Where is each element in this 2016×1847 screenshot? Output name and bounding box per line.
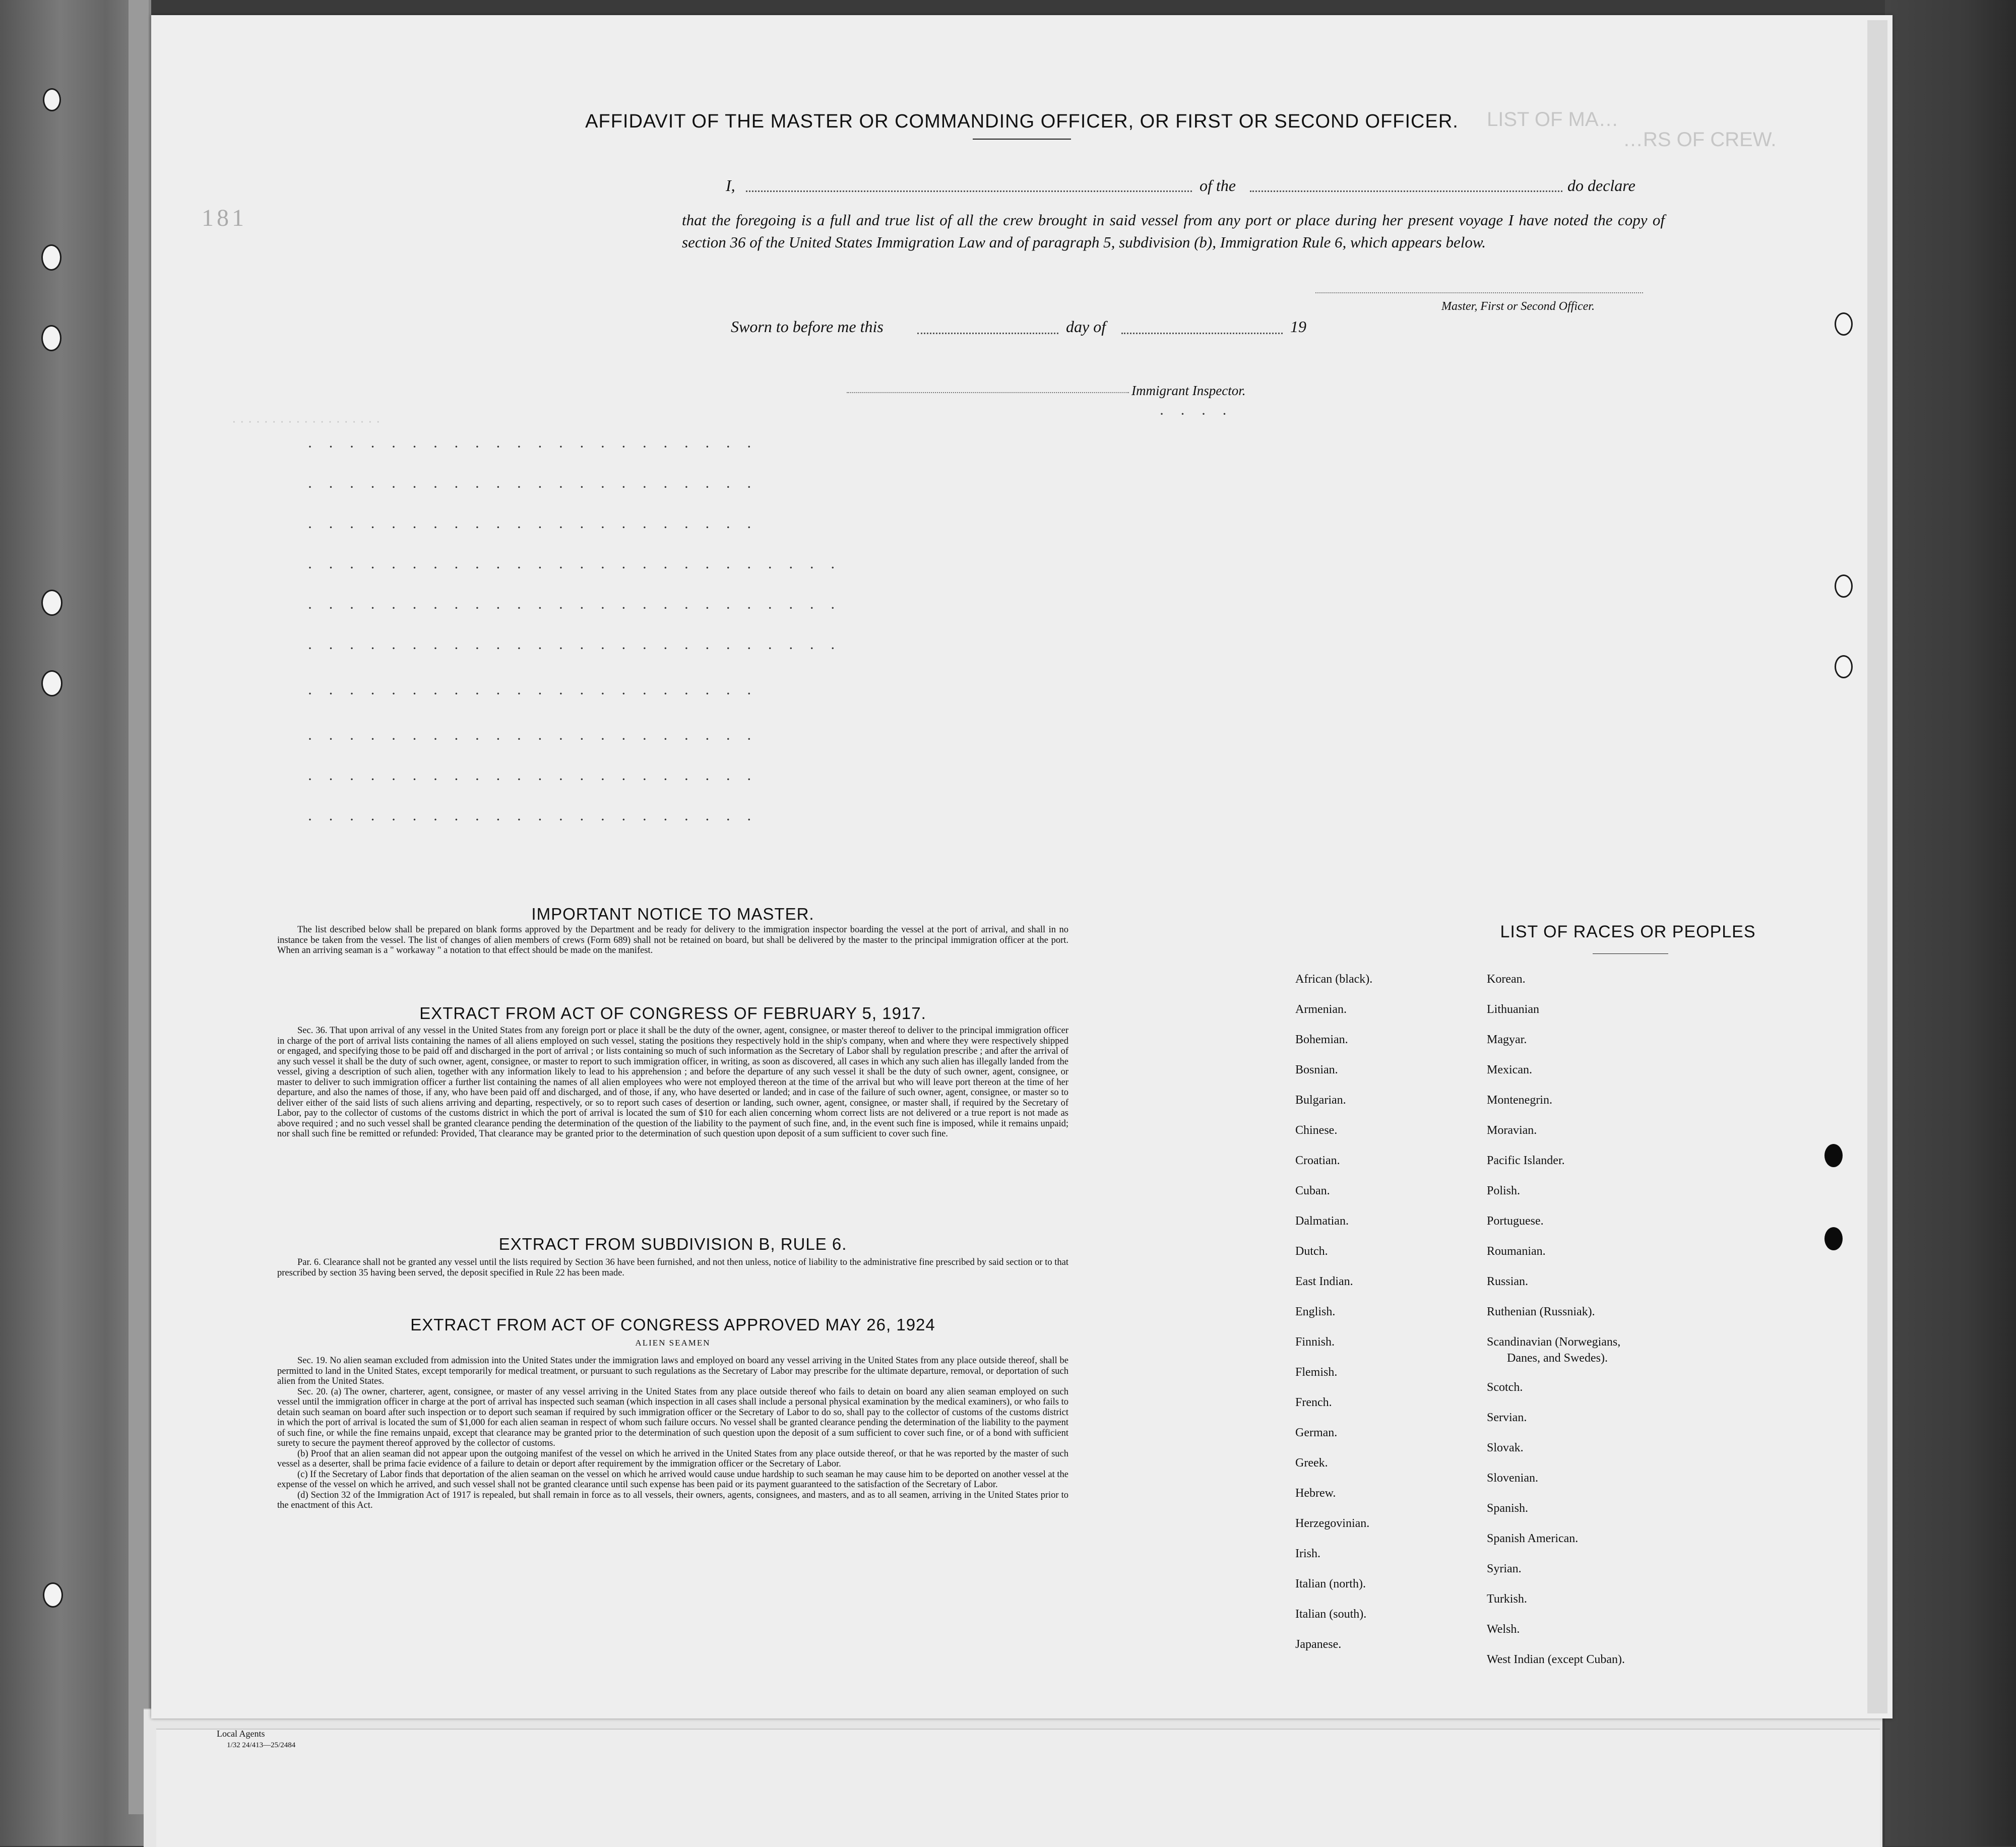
race-item: Japanese. [1295, 1638, 1342, 1651]
binder-hole [41, 325, 61, 351]
race-item: Armenian. [1295, 1003, 1347, 1016]
race-item: Ruthenian (Russniak). [1487, 1305, 1595, 1318]
extract-1917-paragraph: Sec. 36. That upon arrival of any vessel in the United States from any foreign port or place it shall be the duty of the owner, agent, consignee, or master thereof to deliver to the principal immigration officer in charge of the port of arrival lists containing the names of all aliens employed on such vessel, stating the positions they respectively hold in the ship's company, when and where they were respectively shipped or engaged, and specifying those to be paid off and discharged in the port of arrival ; or lists containing so much of such information as the Secretary of Labor shall by regulation prescribe ; and after the arrival of any such vessel it shall be the duty of such owner, agent, consignee, or master to report to such immigration officer, in writing, as soon as discovered, all cases in which any such alien has illegally landed from the vessel, giving a description of such alien, together with any information likely to lead to his apprehension ; and before the departure of any such vessel it shall be the duty of such owner, agent, consignee, or master to deliver to such immigration officer a further list containing the names of all alien employees who were not employed thereon at the time of the arrival but who will leave port thereon at the time of her departure, and also the names of those, if any, who have been paid off and discharged, and of those, if any, who have deserted or landed; and in case of the failure of such owner, agent, consignee, or master so to deliver either of the said lists of such aliens arriving and departing, respectively, or so to report such cases of desertion or landing, such owner, agent, consignee, or master shall, if required by the Secretary of Labor, pay to the collector of customs of the customs district in which the port of arrival is located the sum of $10 for each alien concerning whom correct lists are not delivered or a true report is not made as above required ; and no such vessel shall be granted clearance pending the determination of the question of the liability to the payment of such fine, and, in the event such fine is imposed, while it remains unpaid; nor shall such fine be remitted or refunded: Provided, That clearance may be granted prior to the determination of such question upon deposit of a sum sufficient to cover such fine. [277, 1026, 1068, 1139]
binder-hole [1824, 1144, 1843, 1167]
race-item: English. [1295, 1305, 1336, 1318]
inspector-blank [847, 392, 1129, 393]
race-item: Portuguese. [1487, 1215, 1544, 1228]
race-item: West Indian (except Cuban). [1487, 1653, 1625, 1666]
race-item: Moravian. [1487, 1124, 1537, 1137]
race-item: German. [1295, 1426, 1338, 1439]
extract-1917-title: EXTRACT FROM ACT OF CONGRESS OF FEBRUARY 5, 1917. [419, 1004, 926, 1023]
notice-body [277, 925, 1068, 956]
extract-1924-para5: (d) Section 32 of the Immigration Act of 1917 is repealed, but shall remain in force as to all vessels, their owners, agents, consignees, and masters, and as to all seamen, arriving in the United States prior to the enactment of this Act. [277, 1490, 1068, 1510]
binder-hole [43, 1582, 63, 1608]
race-item: Bohemian. [1295, 1033, 1348, 1046]
binder-hole [1835, 655, 1853, 678]
race-item: French. [1295, 1396, 1332, 1409]
race-item: Korean. [1487, 973, 1526, 986]
ghost-text: …RS OF CREW. [1623, 129, 1777, 151]
race-item: Mexican. [1487, 1063, 1532, 1076]
ghost-text: · · · · · · · · · · · · · · · · · · · [232, 413, 381, 428]
race-item: Herzegovinian. [1295, 1517, 1370, 1530]
race-item: Cuban. [1295, 1184, 1330, 1197]
binder-hole [41, 590, 62, 616]
binder-hole [1835, 575, 1853, 598]
extract-rule6-body [277, 1257, 1068, 1278]
binder-hole [1824, 1227, 1843, 1250]
race-item: Croatian. [1295, 1154, 1340, 1167]
race-item: Italian (north). [1295, 1577, 1366, 1590]
race-item: Turkish. [1487, 1593, 1527, 1606]
dots-row: · · · · · · · · · · · · · · · · · · · · · · [307, 438, 758, 455]
race-item: Danes, and Swedes). [1507, 1352, 1608, 1365]
races-title-underline [1593, 953, 1668, 954]
document-page [151, 15, 1893, 1749]
binder-hole [41, 670, 62, 696]
race-item: Hebrew. [1295, 1487, 1336, 1500]
sworn-day-blank [917, 333, 1058, 334]
race-item: Finnish. [1295, 1335, 1335, 1349]
affidavit-i: I, [726, 176, 735, 195]
binder-right-edge [1885, 0, 2016, 1846]
race-item: Roumanian. [1487, 1245, 1546, 1258]
race-item: Servian. [1487, 1411, 1527, 1424]
name-blank [746, 190, 1192, 192]
extract-1924-subtitle: ALIEN SEAMEN [635, 1338, 711, 1348]
dots-row: · · · · · · · · · · · · · · · · · · · · · · [307, 731, 758, 747]
affidavit-title: AFFIDAVIT OF THE MASTER OR COMMANDING OFFICER, OR FIRST OR SECOND OFFICER. [585, 111, 1459, 132]
extract-1924-para1: Sec. 19. No alien seaman excluded from admission into the United States under the immigration laws and employed on board any vessel arriving in the United States from any place outside thereof, shall be permitted to land in the United States, except temporarily for medical treatment, or pursuant to such regulations as the Secretary of Labor may prescribe for the ultimate departure, removal, or deportation of such alien from the United States. [277, 1356, 1068, 1386]
dots-row: · · · · · · · · · · · · · · · · · · · · · · [307, 685, 758, 702]
page-edge [1867, 20, 1887, 1713]
race-item: Dutch. [1295, 1245, 1328, 1258]
race-item: Scandinavian (Norwegians, [1487, 1335, 1621, 1349]
extract-1917-body [277, 1026, 1068, 1139]
footer-line-1: Local Agents [217, 1729, 265, 1739]
race-item: Slovak. [1487, 1441, 1524, 1454]
binder-strip [129, 0, 149, 1814]
race-item: Dalmatian. [1295, 1215, 1349, 1228]
race-item: Magyar. [1487, 1033, 1527, 1046]
dots-row: · · · · · · · · · · · · · · · · · · · · · · · · · · [307, 559, 842, 576]
dots-row: · · · · · · · · · · · · · · · · · · · · · · [307, 479, 758, 495]
ghost-text: LIST OF MA… [1487, 108, 1619, 131]
extract-rule6-paragraph: Par. 6. Clearance shall not be granted any vessel until the lists required by Section 36 have been furnished, and not then unless, notice of liability to the administrative fine prescribed by said section or to that prescribed by section 35 having been served, the deposit specified in Rule 22 has been made. [277, 1257, 1068, 1278]
affidavit-paragraph: that the foregoing is a full and true list of all the crew brought in said vessel from any port or place during her present voyage I have noted the copy of section 36 of the United States Immigration Law and of paragraph 5, subdivision (b), Immigration Rule 6, which appears below. [682, 211, 1665, 251]
margin-number: 181 [202, 205, 247, 231]
extract-1924-para2: Sec. 20. (a) The owner, charterer, agent, consignee, or master of any vessel arriving in the United States from any place outside thereof who fails to detain on board any alien seaman employed on such vessel until the immigration officer in charge at the port of arrival has inspected such seaman (which inspection in all cases shall include a personal physical examination by the medical examiners), or who fails to detain such seaman on board after such inspection or to deport such seaman if required by such immigration officer or the Secretary of Labor to do so, shall pay to the collector of customs of the customs district in which the port of arrival is located the sum of $1,000 for each alien seaman in respect of whom such failure occurs. No vessel shall be granted clearance pending the determination of the liability to the payment of such fine, or while the fine remains unpaid, except that clearance may be granted prior to the determination of such question upon the deposit of a sum sufficient to cover such fine, or of a bond with sufficient surety to secure the payment thereof approved by the collector of customs. [277, 1386, 1068, 1448]
vessel-blank [1250, 190, 1562, 192]
footer-line-2: 1/32 24/413—25/2484 [227, 1741, 296, 1749]
extract-rule6-title: EXTRACT FROM SUBDIVISION B, RULE 6. [498, 1235, 847, 1253]
notice-paragraph: The list described below shall be prepared on blank forms approved by the Department and be ready for delivery to the immigration inspector boarding the vessel at the port of arrival, and shall in no instance be taken from the vessel. The list of changes of alien members of crews (Form 689) shall not be retained on board, but shall be delivered by the master to the principal immigration officer at the port. When an arriving seaman is a " workaway " a notation to that effect should be made on the manifest. [277, 925, 1068, 956]
inspector-label: Immigrant Inspector. [1131, 383, 1246, 398]
race-item: Spanish. [1487, 1502, 1529, 1515]
race-item: Lithuanian [1487, 1003, 1539, 1016]
day-of-label: day of [1066, 317, 1106, 336]
affidavit-declare: do declare [1567, 176, 1635, 195]
dots-row: · · · · · · · · · · · · · · · · · · · · · · [307, 519, 758, 536]
notice-title: IMPORTANT NOTICE TO MASTER. [531, 905, 814, 923]
binder-hole [43, 88, 61, 111]
race-item: East Indian. [1295, 1275, 1353, 1288]
underlying-sheet-2 [156, 1729, 1880, 1847]
binder-hole [41, 244, 61, 271]
dots-row: · · · · · · · · · · · · · · · · · · · · · · · · · · [307, 640, 842, 657]
race-item: Welsh. [1487, 1623, 1520, 1636]
dots-row: · · · · · · · · · · · · · · · · · · · · · · [307, 811, 758, 828]
race-item: Spanish American. [1487, 1532, 1579, 1545]
race-item: African (black). [1295, 973, 1373, 986]
race-item: Italian (south). [1295, 1608, 1367, 1621]
race-item: Bosnian. [1295, 1063, 1338, 1076]
extract-1924-body [277, 1356, 1068, 1511]
race-item: Greek. [1295, 1456, 1328, 1470]
race-item: Pacific Islander. [1487, 1154, 1565, 1167]
year-label: 19 [1290, 317, 1306, 336]
extract-1924-para3: (b) Proof that an alien seaman did not appear upon the outgoing manifest of the vessel on which he arrived in the United States from any place outside thereof, or that he was reported by the master of such vessel as a deserter, shall be prima facie evidence of a failure to detain or deport after requirement by the immigration officer or the Secretary of Labor. [277, 1448, 1068, 1469]
race-item: Chinese. [1295, 1124, 1338, 1137]
binder-hole [1835, 312, 1853, 336]
race-item: Russian. [1487, 1275, 1529, 1288]
dots-row: · · · · · · · · · · · · · · · · · · · · · · · · · · [307, 600, 842, 616]
race-item: Montenegrin. [1487, 1094, 1552, 1107]
sworn-label: Sworn to before me this [731, 317, 884, 336]
race-item: Syrian. [1487, 1562, 1522, 1575]
race-item: Slovenian. [1487, 1472, 1538, 1485]
title-underline [973, 139, 1071, 140]
extract-1924-para4: (c) If the Secretary of Labor finds that deportation of the alien seaman on the vessel on which he arrived would cause undue hardship to such seaman he may cause him to be deported on another vessel at the expense of the vessel on which he arrived, and such vessel shall not be granted clearance until such expense has been paid or its payment guaranteed to the satisfaction of the Secretary of Labor. [277, 1469, 1068, 1490]
signature-label: Master, First or Second Officer. [1441, 300, 1595, 313]
dots-row: · · · · · · · · · · · · · · · · · · · · · · [307, 771, 758, 788]
race-item: Bulgarian. [1295, 1094, 1346, 1107]
race-item: Irish. [1295, 1547, 1320, 1560]
sworn-month-blank [1121, 333, 1283, 334]
affidavit-of-the: of the [1200, 176, 1236, 195]
race-item: Polish. [1487, 1184, 1521, 1197]
race-item: Scotch. [1487, 1381, 1523, 1394]
extract-1924-title: EXTRACT FROM ACT OF CONGRESS APPROVED MAY 26, 1924 [410, 1315, 935, 1334]
race-item: Flemish. [1295, 1366, 1338, 1379]
signature-blank [1315, 292, 1643, 293]
races-title: LIST OF RACES OR PEOPLES [1500, 922, 1756, 941]
dots-row: · · · · [1159, 406, 1233, 422]
